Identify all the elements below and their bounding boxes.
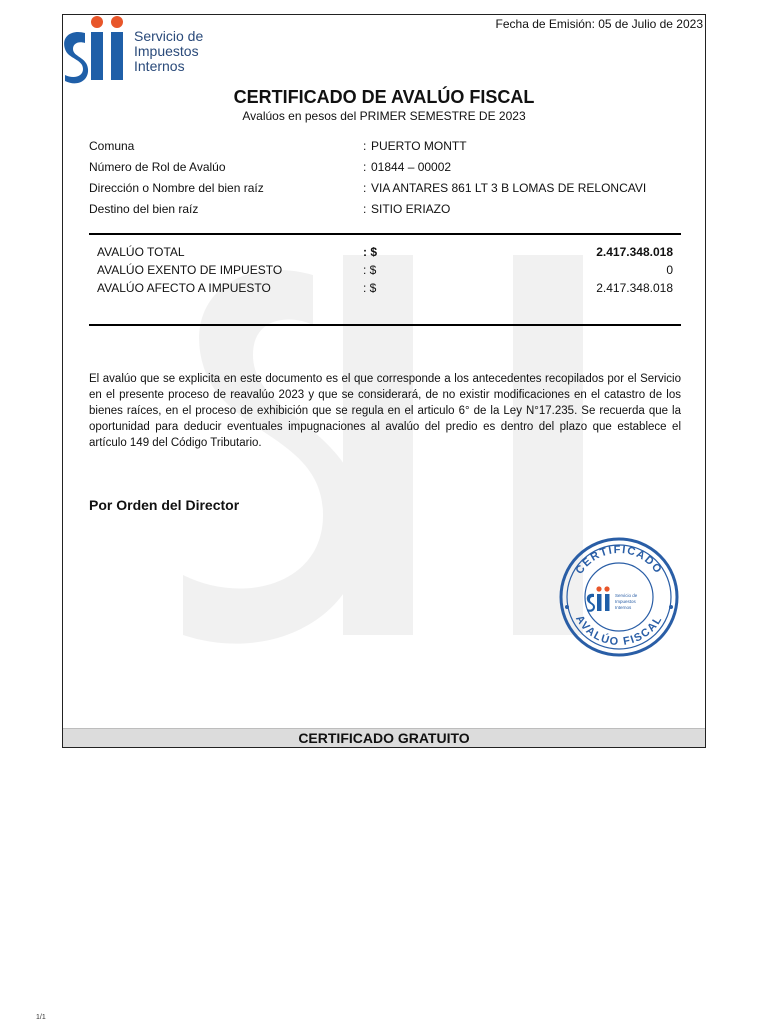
info-value: SITIO ERIAZO [371,202,451,216]
divider-bottom [89,324,681,326]
avaluo-row-afecto [97,281,673,299]
info-label: Destino del bien raíz [89,202,199,216]
logo-line: Internos [134,58,185,74]
info-value: PUERTO MONTT [371,139,467,153]
avaluo-amount: 2.417.348.018 [596,245,673,259]
info-label: Comuna [89,139,135,153]
avaluo-currency: : $ [363,245,378,259]
footer-banner: CERTIFICADO GRATUITO [63,728,705,747]
info-value: VIA ANTARES 861 LT 3 B LOMAS DE RELONCAVI [371,181,647,195]
logo-wordmark [134,29,203,74]
avaluo-row-total [97,245,673,263]
seal-inner-line: Internos [615,605,632,610]
seal-bottom-text: AVALÚO FISCAL [573,613,665,649]
document-title: CERTIFICADO DE AVALÚO FISCAL [233,87,535,107]
logo-line: Servicio de [134,28,204,44]
signature-line: Por Orden del Director [89,497,240,513]
avaluo-currency: : $ [363,281,377,295]
divider-top [89,233,681,235]
seal-sii-logo-icon [587,586,610,611]
avaluo-label: AVALÚO AFECTO A IMPUESTO [97,281,271,295]
avaluo-row-exento [97,263,673,281]
seal-inner-line: Impuestos [615,599,636,604]
avaluo-currency: : $ [363,263,377,277]
info-label: Número de Rol de Avalúo [89,160,226,174]
document-subtitle: Avalúos en pesos del PRIMER SEMESTRE DE 2023 [242,109,526,123]
avaluo-amount: 2.417.348.018 [596,281,673,295]
info-label: Dirección o Nombre del bien raíz [89,181,264,195]
certificate-seal [557,535,681,659]
certificate-frame [62,14,706,748]
page-number: 1/1 [36,1014,46,1021]
avaluo-label: AVALÚO EXENTO DE IMPUESTO [97,263,283,277]
seal-inner-line: Servicio de [615,593,638,598]
info-colon: : [363,139,367,153]
seal-top-text: CERTIFICADO [573,543,665,577]
issue-date: Fecha de Emisión: 05 de Julio de 2023 [495,17,703,31]
avaluos-table [97,245,673,299]
logo-line: Impuestos [134,43,199,59]
avaluo-label: AVALÚO TOTAL [97,245,185,259]
sii-logo-icon [63,15,133,87]
avaluo-amount: 0 [666,263,673,277]
info-value: 01844 – 00002 [371,160,452,174]
info-colon: : [363,160,367,174]
info-colon: : [363,202,367,216]
info-colon: : [363,181,367,195]
legal-paragraph: El avalúo que se explicita en este documento es el que corresponde a los antecedentes recopilados por el Servicio en el presente proceso de reavalúo 2023 y que se considerará, de no existir modificaciones en el catastro de los bienes raíces, en el proceso de exhibición que se regula en el articulo 6° de la Ley N°17.235. Se recuerda que la oportunidad para deducir eventuales impugnaciones al avalúo del predio es dentro del plazo que establece el artículo 149 del Código Tributario. [89,373,681,449]
